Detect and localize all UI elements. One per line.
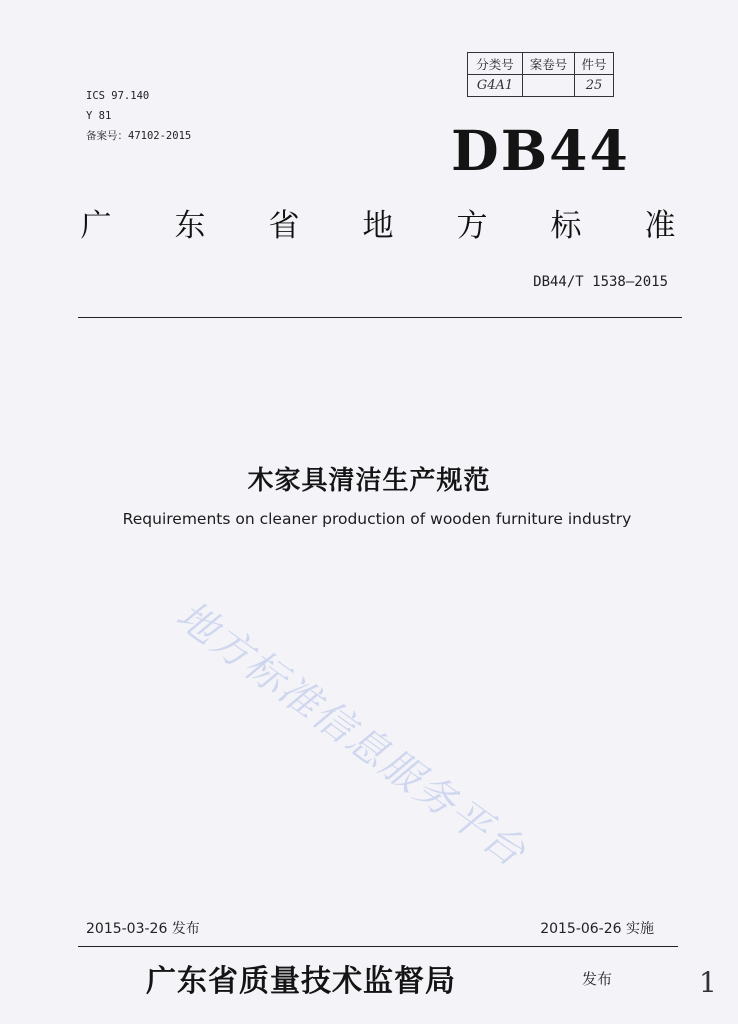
stamp-header-item: 件号 <box>575 53 614 75</box>
standard-number: DB44/T 1538—2015 <box>533 274 668 290</box>
stamp-value-file <box>523 75 575 97</box>
implementation-date: 2015-06-26 实施 <box>540 921 654 937</box>
issue-label: 发布 <box>582 970 613 988</box>
archive-stamp <box>467 52 614 97</box>
standard-type-char: 东 <box>174 208 206 244</box>
ccs-code: Y 81 <box>86 110 112 122</box>
archive-stamp-header-row <box>468 53 614 75</box>
filing-number: 备案号：47102-2015 <box>86 130 192 142</box>
top-divider <box>78 317 682 318</box>
stamp-header-category: 分类号 <box>468 53 523 75</box>
db44-logo: DB44 <box>451 118 630 183</box>
document-title-chinese: 木家具清洁生产规范 <box>247 466 491 496</box>
watermark: 地方标准信息服务平台 <box>167 592 535 877</box>
stamp-value-item: 25 <box>575 75 614 97</box>
standard-type-char: 方 <box>456 208 488 244</box>
stamp-value-category: G4A1 <box>468 75 523 97</box>
issue-date: 2015-03-26 发布 <box>86 921 200 937</box>
standard-type-char: 广 <box>80 208 112 244</box>
issuing-authority: 广东省质量技术监督局 <box>146 964 456 999</box>
ics-code: ICS 97.140 <box>86 90 150 102</box>
classification-block <box>86 86 191 146</box>
page-number: 1 <box>699 966 717 999</box>
standard-type-char: 地 <box>362 208 394 244</box>
standard-type-char: 准 <box>644 208 676 244</box>
bottom-divider <box>78 946 678 947</box>
standard-type-char: 省 <box>268 208 300 244</box>
standard-type-char: 标 <box>550 208 582 244</box>
stamp-header-file: 案卷号 <box>523 53 575 75</box>
document-title-english: Requirements on cleaner production of wooden furniture industry <box>122 510 632 528</box>
archive-stamp-value-row <box>468 75 614 97</box>
standard-type-heading <box>78 200 678 245</box>
